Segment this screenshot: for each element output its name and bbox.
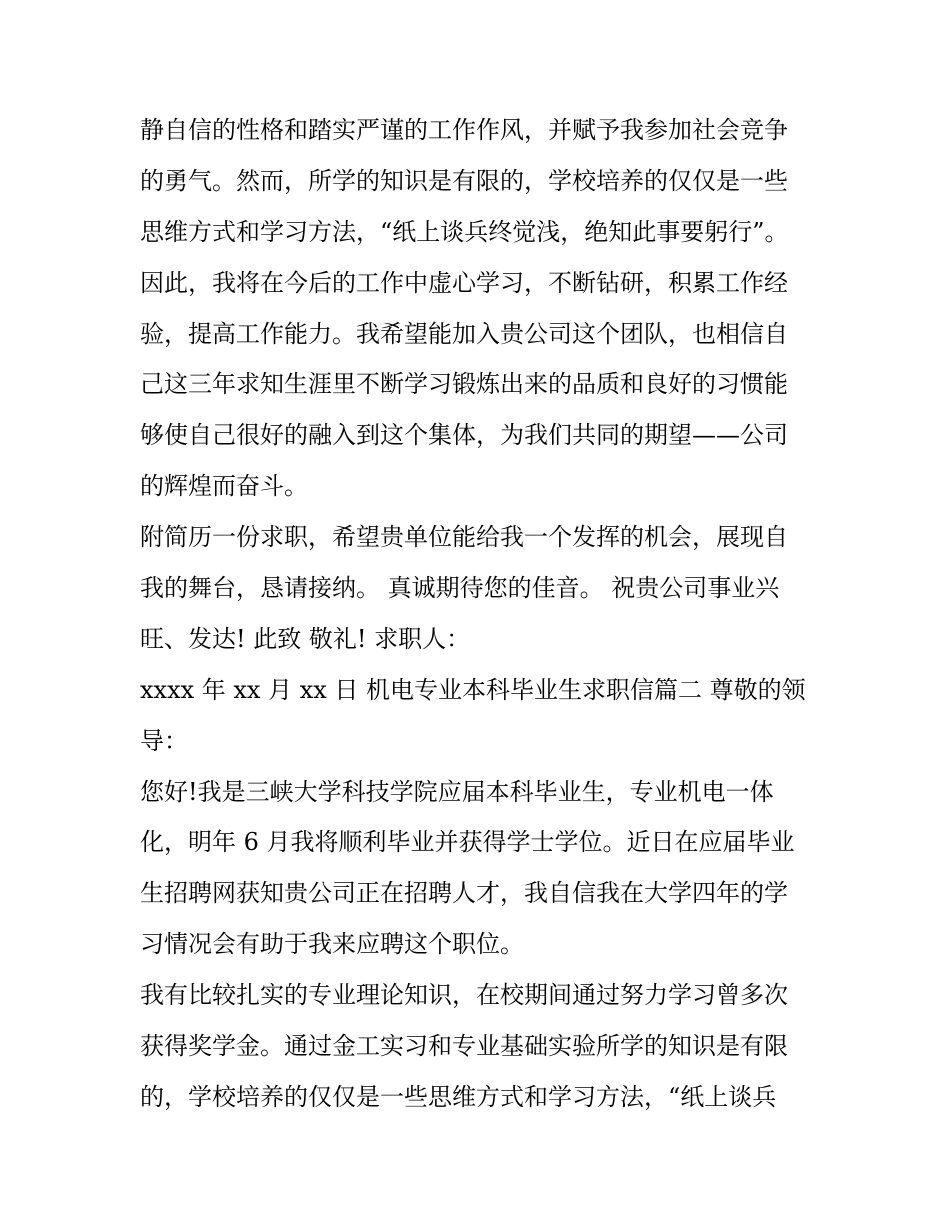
text-line-12: xxxx 年 xx 月 xx 日 机电专业本科毕业生求职信篇二 尊敬的领 bbox=[140, 675, 806, 704]
text-line-7: 够使自己很好的融入到这个集体，为我们共同的期望——公司 bbox=[140, 421, 788, 450]
document-body bbox=[140, 105, 820, 1123]
text-line-6: 己这三年求知生涯里不断学习锻炼出来的品质和良好的习惯能 bbox=[140, 370, 788, 399]
text-line-15: 化，明年 6 月我将顺利毕业并获得学士学位。近日在应届毕业 bbox=[140, 828, 795, 857]
text-line-9: 附简历一份求职，希望贵单位能给我一个发挥的机会，展现自 bbox=[140, 523, 788, 552]
text-line-3: 思维方式和学习方法，“纸上谈兵终觉浅，绝知此事要躬行”。 bbox=[140, 217, 789, 246]
text-line-14: 您好!我是三峡大学科技学院应届本科毕业生，专业机电一体 bbox=[140, 777, 774, 806]
text-line-2: 的勇气。然而，所学的知识是有限的，学校培养的仅仅是一些 bbox=[140, 166, 788, 195]
text-line-8: 的辉煌而奋斗。 bbox=[140, 472, 308, 501]
text-line-19: 获得奖学金。通过金工实习和专业基础实验所学的知识是有限 bbox=[140, 1032, 788, 1061]
text-line-20: 的，学校培养的仅仅是一些思维方式和学习方法，“纸上谈兵 bbox=[140, 1082, 777, 1111]
text-line-4: 因此，我将在今后的工作中虚心学习，不断钻研，积累工作经 bbox=[140, 268, 788, 297]
text-line-17: 习情况会有助于我来应聘这个职位。 bbox=[140, 930, 524, 959]
text-line-13: 导： bbox=[140, 726, 188, 755]
text-line-10: 我的舞台，恳请接纳。 真诚期待您的佳音。 祝贵公司事业兴 bbox=[140, 574, 780, 603]
text-line-5: 验，提高工作能力。我希望能加入贵公司这个团队，也相信自 bbox=[140, 319, 788, 348]
text-line-18: 我有比较扎实的专业理论知识，在校期间通过努力学习曾多次 bbox=[140, 981, 788, 1010]
text-line-1: 静自信的性格和踏实严谨的工作作风，并赋予我参加社会竞争 bbox=[140, 116, 788, 144]
text-line-11: 旺、发达! 此致 敬礼! 求职人： bbox=[140, 624, 471, 653]
text-line-16: 生招聘网获知贵公司正在招聘人才，我自信我在大学四年的学 bbox=[140, 879, 788, 908]
